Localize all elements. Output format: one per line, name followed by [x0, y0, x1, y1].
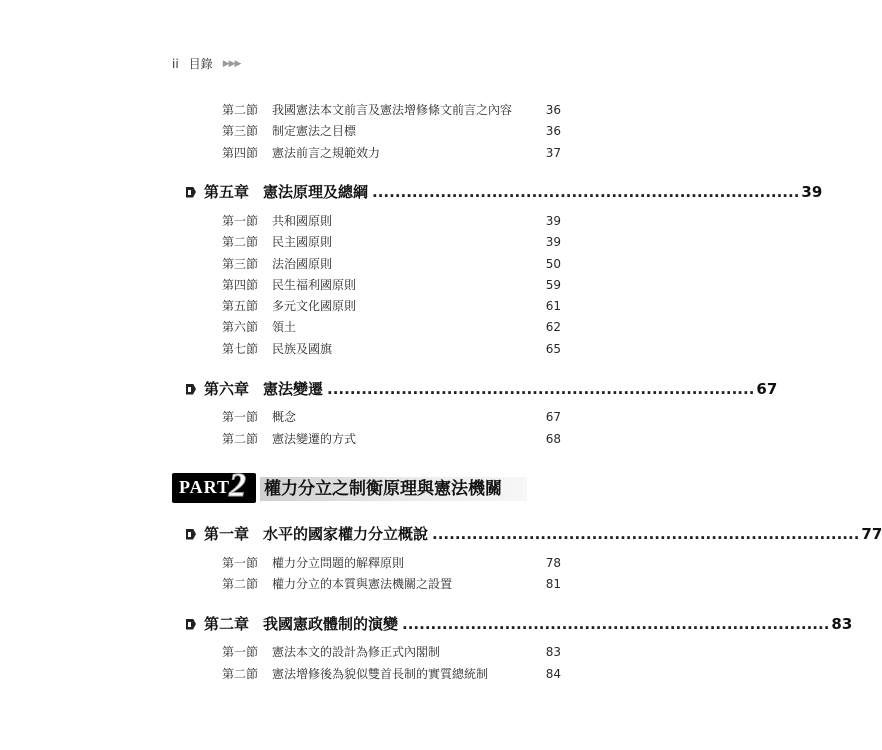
toc-section-row[interactable]	[222, 575, 561, 593]
section-page: 65	[545, 342, 561, 356]
part-banner[interactable]	[172, 467, 527, 507]
leader-dots: ...........................................................................	[327, 380, 755, 398]
section-page: 84	[545, 667, 561, 681]
section-page: 61	[545, 299, 561, 313]
leader-dots: ...........................................................................	[432, 525, 860, 543]
section-title: 憲法本文的設計為修正式內閣制	[272, 645, 441, 659]
toc-section-row[interactable]	[222, 408, 561, 426]
section-page: 36	[545, 124, 561, 138]
section-number: 第四節	[222, 278, 259, 292]
chapter-title: 憲法原理及總綱	[263, 183, 369, 201]
section-title: 憲法前言之規範效力	[272, 146, 381, 160]
toc-section-row[interactable]	[222, 297, 561, 315]
chapter-title: 憲法變遷	[263, 380, 324, 398]
header-title: 目錄	[188, 57, 213, 71]
section-title: 民族及國旗	[272, 342, 333, 356]
section-number: 第二節	[222, 103, 259, 117]
section-page: 81	[545, 577, 561, 591]
toc-chapter-row[interactable]	[186, 181, 823, 203]
toc-section-row[interactable]	[222, 122, 561, 140]
chapter-page: 67	[756, 380, 778, 398]
chapter-page: 83	[831, 615, 853, 633]
section-title: 民主國原則	[272, 235, 333, 249]
section-page: 83	[545, 645, 561, 659]
chapter-page: 77	[861, 525, 882, 543]
toc-chapter-row[interactable]	[186, 613, 853, 635]
section-title: 領土	[272, 320, 297, 334]
section-page: 62	[545, 320, 561, 334]
part-title: 權力分立之制衡原理與憲法機關	[264, 479, 502, 499]
section-page: 39	[545, 214, 561, 228]
section-title: 概念	[272, 410, 297, 424]
leader-dots: ...........................................................................	[372, 183, 800, 201]
toc-section-row[interactable]	[222, 255, 561, 273]
section-number: 第二節	[222, 577, 259, 591]
section-page: 68	[545, 432, 561, 446]
section-number: 第二節	[222, 432, 259, 446]
section-title: 權力分立的本質與憲法機關之設置	[272, 577, 453, 591]
section-number: 第一節	[222, 214, 259, 228]
leader-dots: ...........................................................................	[402, 615, 830, 633]
toc-section-row[interactable]	[222, 318, 561, 336]
section-page: 78	[545, 556, 561, 570]
toc-section-row[interactable]	[222, 643, 561, 661]
section-title: 共和國原則	[272, 214, 333, 228]
section-title: 權力分立問題的解釋原則	[272, 556, 405, 570]
section-number: 第三節	[222, 124, 259, 138]
toc-section-row[interactable]	[222, 554, 561, 572]
section-page: 50	[545, 257, 561, 271]
section-number: 第六節	[222, 320, 259, 334]
section-title: 憲法變遷的方式	[272, 432, 357, 446]
chapter-marker-icon	[186, 187, 196, 198]
section-title: 民生福利國原則	[272, 278, 357, 292]
part-label: PART	[179, 477, 231, 497]
chapter-page: 39	[801, 183, 823, 201]
section-number: 第二節	[222, 235, 259, 249]
chapter-title: 我國憲政體制的演變	[263, 615, 399, 633]
section-number: 第五節	[222, 299, 259, 313]
toc-section-row[interactable]	[222, 430, 561, 448]
section-page: 36	[545, 103, 561, 117]
section-number: 第四節	[222, 146, 259, 160]
section-number: 第一節	[222, 556, 259, 570]
toc-section-row[interactable]	[222, 665, 561, 683]
chapter-marker-icon	[186, 619, 196, 630]
section-number: 第一節	[222, 410, 259, 424]
chapter-number: 第六章	[204, 380, 250, 398]
toc-section-row[interactable]	[222, 101, 561, 119]
chapter-title: 水平的國家權力分立概說	[263, 525, 429, 543]
toc-chapter-row[interactable]	[186, 523, 882, 545]
page-number-roman: ii	[172, 56, 179, 71]
section-page: 39	[545, 235, 561, 249]
toc-section-row[interactable]	[222, 276, 561, 294]
section-page: 59	[545, 278, 561, 292]
section-page: 67	[545, 410, 561, 424]
toc-section-row[interactable]	[222, 212, 561, 230]
section-title: 我國憲法本文前言及憲法增修條文前言之內容	[272, 103, 513, 117]
chapter-marker-icon	[186, 529, 196, 540]
chapter-number: 第五章	[204, 183, 250, 201]
section-title: 制定憲法之目標	[272, 124, 357, 138]
chapter-number: 第一章	[204, 525, 250, 543]
section-number: 第二節	[222, 667, 259, 681]
running-header	[172, 55, 240, 72]
triple-arrow-icon: ▶▶▶	[222, 58, 241, 69]
section-title: 憲法增修後為貌似雙首長制的實質總統制	[272, 667, 489, 681]
section-number: 第一節	[222, 645, 259, 659]
toc-section-row[interactable]	[222, 233, 561, 251]
section-number: 第七節	[222, 342, 259, 356]
section-title: 多元文化國原則	[272, 299, 357, 313]
part-number: 2	[229, 467, 246, 504]
section-number: 第三節	[222, 257, 259, 271]
toc-section-row[interactable]	[222, 144, 561, 162]
toc-chapter-row[interactable]	[186, 378, 778, 400]
toc-section-row[interactable]	[222, 340, 561, 358]
section-page: 37	[545, 146, 561, 160]
section-title: 法治國原則	[272, 257, 333, 271]
chapter-marker-icon	[186, 384, 196, 395]
chapter-number: 第二章	[204, 615, 250, 633]
